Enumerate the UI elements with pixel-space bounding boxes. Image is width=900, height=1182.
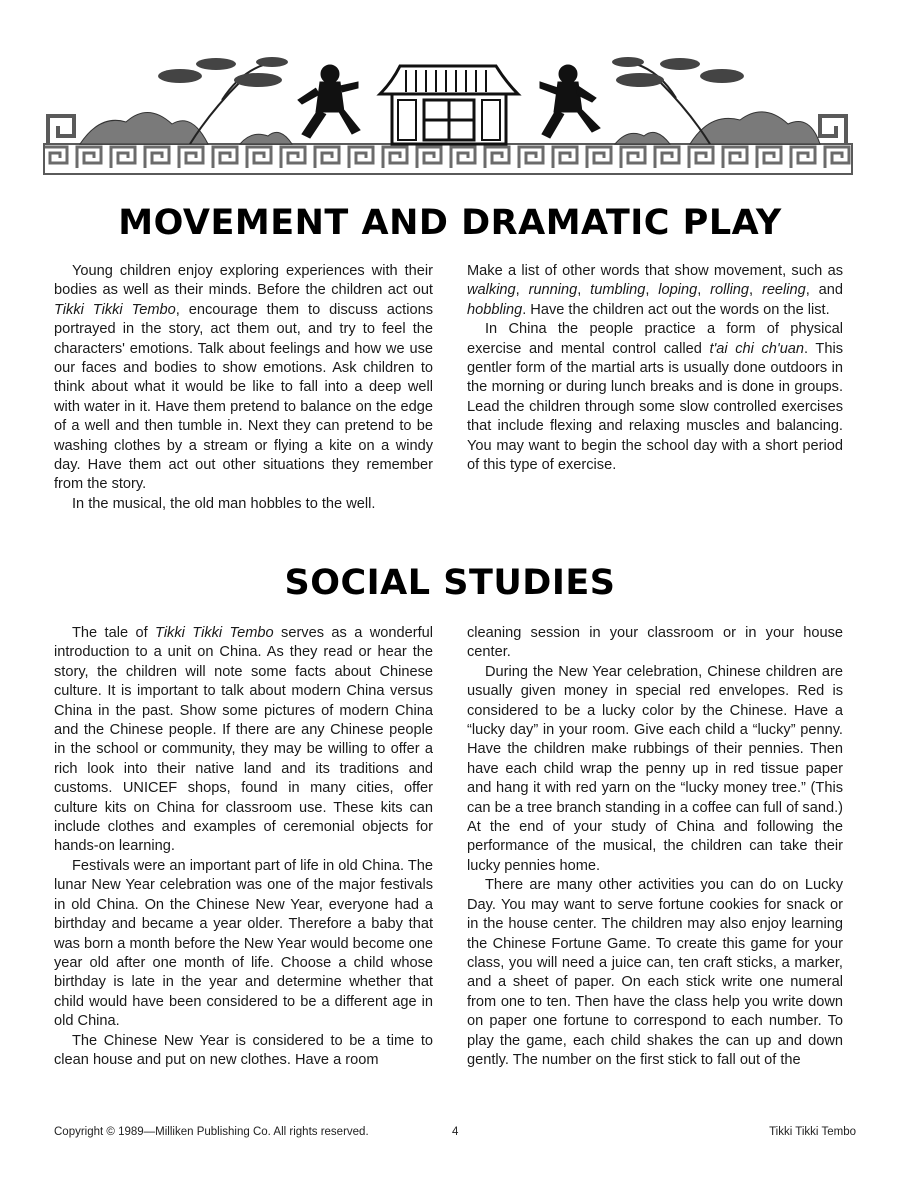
paragraph: In China the people practice a form of physical exercise and mental control called t'ai chi ch'uan. This gentler form of the martial arts is usually done outdoors in the morning or during lunch breaks and is done in groups. Lead the children through some slow controlled exercises that include flexing and relaxing muscles and balancing. You may want to begin the school day with a short period of this type of exercise. bbox=[467, 321, 844, 474]
footer-book-title: Tikki Tikki Tembo bbox=[769, 1126, 856, 1138]
paragraph: There are many other activities you can do on Lucky Day. You may want to serve fortune cookies for snack or in the house center. The children may also enjoy learning the Chinese Fortune Game. To create this game for your class, you will need a juice can, ten craft sticks, a marker, and a sheet of paper. On each stick write one numeral from one to ten. Then have the class help you write down on paper one fortune to correspond to each number. To play the game, each child shakes the can up and down gently. The number on the first stick to fall out of the bbox=[467, 877, 843, 1068]
italic-term: Tikki Tikki Tembo bbox=[155, 625, 274, 641]
movement-left-column bbox=[54, 262, 433, 514]
social-studies-left-column bbox=[54, 624, 433, 1070]
movement-right-column bbox=[467, 262, 843, 475]
paragraph: The Chinese New Year is considered to be a time to clean house and put on new clothes. Have a room bbox=[54, 1032, 433, 1068]
section-title-movement: MOVEMENT AND DRAMATIC PLAY bbox=[118, 203, 782, 243]
italic-term: loping bbox=[658, 282, 698, 299]
chinese-landscape-banner bbox=[40, 52, 855, 182]
footer-copyright: Copyright © 1989—Milliken Publishing Co. All rights reserved. bbox=[54, 1126, 369, 1138]
italic-term: walking bbox=[467, 282, 516, 299]
paragraph: Festivals were an important part of life in old China. The lunar New Year celebration was one of the major festivals in old China. On the Chinese New Year, everyone had a birthday and became a year older. Therefore a baby that was born a month before the New Year would become one year old after one month of life. Choose a child whose birthday is late in the year and determine whether that child would have been considered to be a different age in old China. bbox=[54, 857, 433, 1030]
section-title-social-studies: SOCIAL STUDIES bbox=[284, 563, 616, 603]
social-studies-right-column bbox=[467, 624, 843, 1070]
italic-term: tumbling bbox=[590, 282, 646, 299]
paragraph: The tale of Tikki Tikki Tembo serves as a wonderful introduction to a unit on China. As they read or hear the story, the children will note some facts about Chinese culture. It is important to talk about modern China versus China in the past. Show some pictures of modern China and the Chinese people. If there are any Chinese people in the school or community, they may be willing to offer a rich look into their native land and its traditions and customs. UNICEF shops, found in many cities, offer culture kits on China for classroom use. These kits can include clothes and examples of ceremonial objects for hands-on learning. bbox=[54, 625, 434, 855]
italic-term: rolling bbox=[710, 282, 750, 299]
paragraph: Make a list of other words that show movement, such as walking, running, tumbling, loping, rolling, reeling, and hobbling. Have the children act out the words on the list. bbox=[467, 263, 844, 318]
paragraph: Young children enjoy exploring experiences with their bodies as well as their minds. Before the children act out Tikki Tikki Tembo, encourage them to discuss actions portrayed in the story, act them out, and try to feel the characters' emotions. Talk about feelings and how we use our faces and bodies to show emotions. Ask children to think about what it would be like to fall into a deep well with water in it. Have them pretend to balance on the edge of a well and then tumble in. Next they can pretend to be washing clothes by a stream or flying a kite on a windy day. Have them act out other situations they remember from the story. bbox=[54, 263, 433, 493]
paragraph: During the New Year celebration, Chinese children are usually given money in special red envelopes. Red is considered to be a lucky color by the Chinese. Have a “lucky day” in your room. Give each child a “lucky” penny. Have the children make rubbings of their pennies. Then have each child wrap the penny up in red tissue paper and hang it with red yarn on the “lucky money tree.” (This can be a tree branch standing in a coffee can full of sand.) At the end of your study of China and following the performance of the musical, the children can take their lucky pennies home. bbox=[467, 663, 843, 874]
paragraph: cleaning session in your classroom or in your house center. bbox=[467, 625, 843, 661]
footer-page-number: 4 bbox=[452, 1126, 459, 1138]
italic-term: Tikki Tikki Tembo bbox=[54, 301, 176, 318]
italic-term: reeling bbox=[761, 282, 806, 299]
italic-term: hobbling bbox=[467, 301, 523, 318]
paragraph: In the musical, the old man hobbles to the well. bbox=[72, 495, 376, 512]
italic-term: running bbox=[528, 282, 578, 299]
italic-term: t'ai chi ch'uan bbox=[709, 340, 805, 357]
